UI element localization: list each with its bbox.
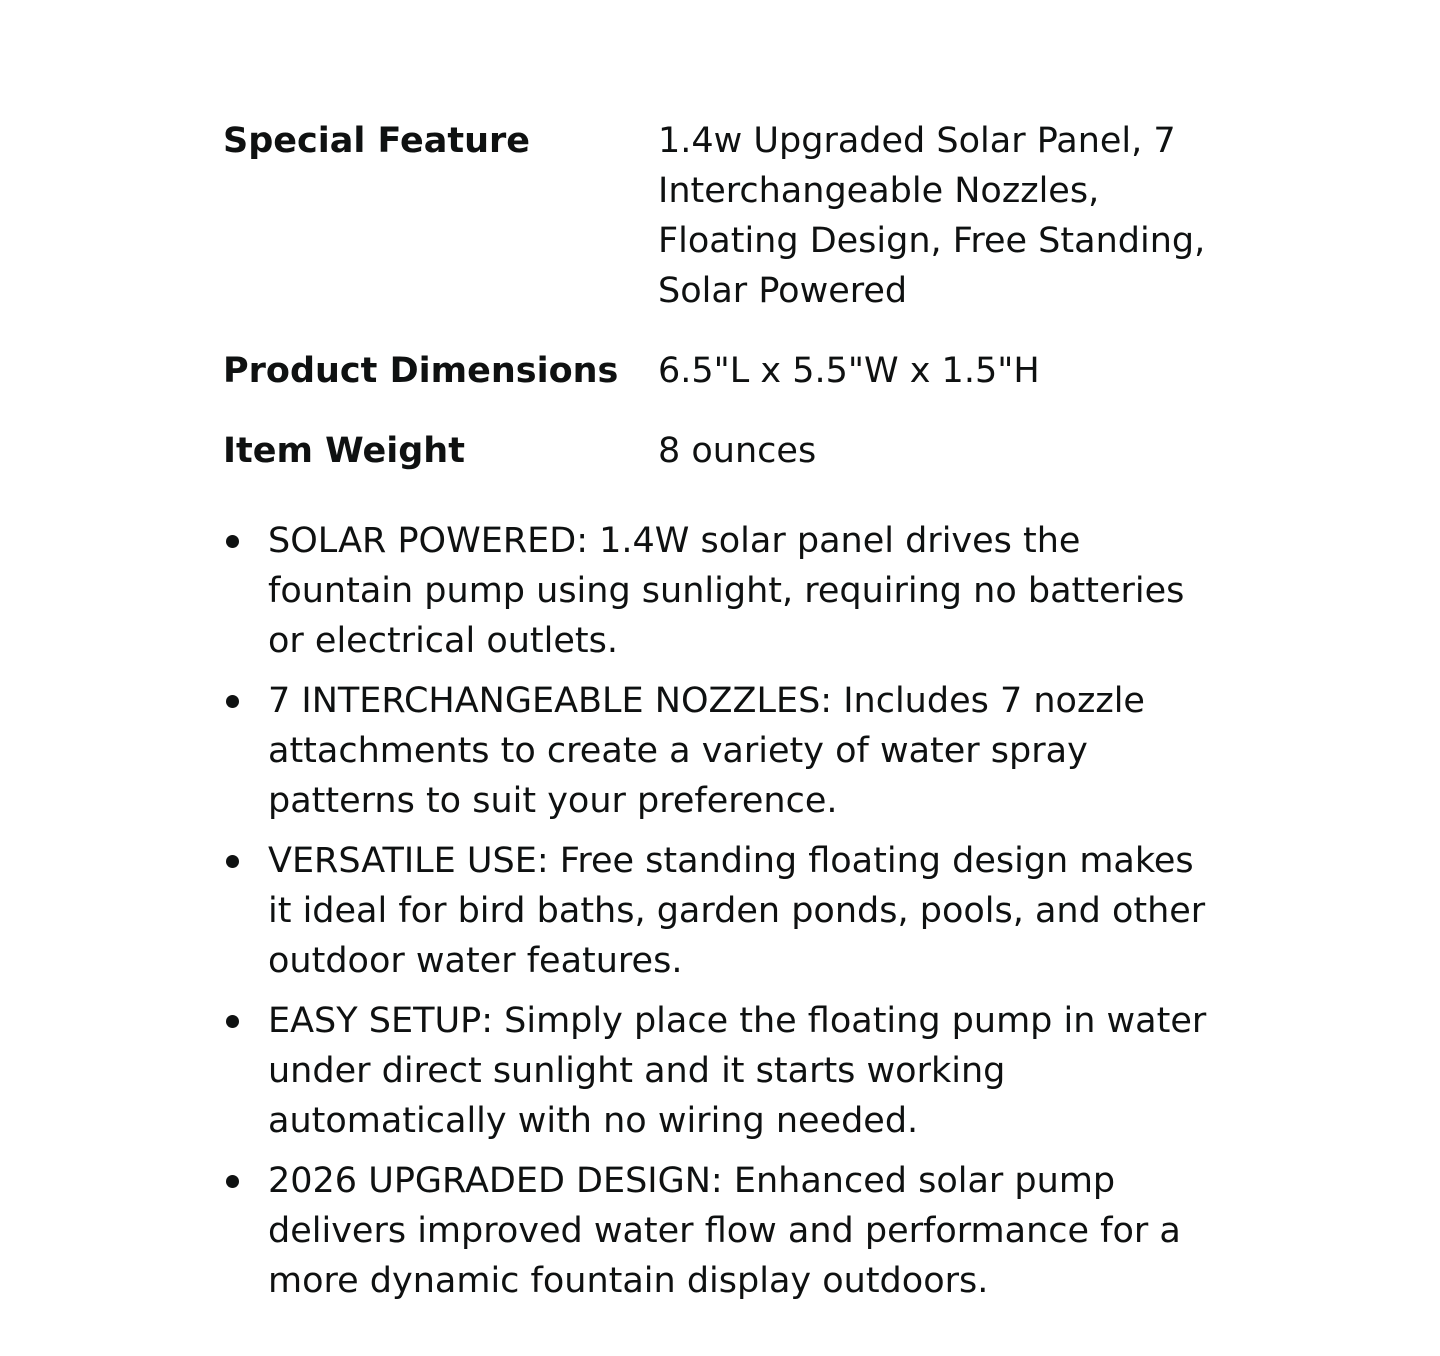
feature-bullet-text: VERSATILE USE: Free standing floating design makes it ideal for bird baths, garden ponds, pools, and other outdoor water features.	[268, 841, 1206, 981]
spec-table	[223, 116, 1218, 476]
spec-label: Product Dimensions	[223, 351, 619, 391]
bullet-dot-icon	[226, 535, 239, 548]
feature-bullet	[223, 676, 1223, 826]
spec-value: 1.4w Upgraded Solar Panel, 7 Interchangeable Nozzles, Floating Design, Free Standing, Solar Powered	[658, 121, 1206, 311]
feature-bullet	[223, 516, 1223, 666]
spec-label: Item Weight	[223, 431, 465, 471]
spec-row-special-feature	[223, 116, 1218, 316]
feature-bullet	[223, 836, 1223, 986]
feature-bullet-list	[223, 516, 1223, 1306]
bullet-dot-icon	[226, 855, 239, 868]
spec-label: Special Feature	[223, 121, 531, 161]
feature-bullet	[223, 1156, 1223, 1306]
feature-bullet-text: 7 INTERCHANGEABLE NOZZLES: Includes 7 nozzle attachments to create a variety of water spray patterns to suit your preference.	[268, 681, 1145, 821]
product-details	[223, 116, 1223, 1316]
spec-row-item-weight	[223, 396, 1218, 476]
feature-bullet-text: SOLAR POWERED: 1.4W solar panel drives the fountain pump using sunlight, requiring no batteries or electrical outlets.	[268, 521, 1185, 661]
feature-bullet	[223, 996, 1223, 1146]
feature-bullet-text: EASY SETUP: Simply place the floating pump in water under direct sunlight and it starts working automatically with no wiring needed.	[268, 1001, 1207, 1141]
spec-row-product-dimensions	[223, 316, 1218, 396]
feature-bullet-text: 2026 UPGRADED DESIGN: Enhanced solar pump delivers improved water flow and performance for a more dynamic fountain display outdoors.	[268, 1161, 1181, 1301]
bullet-dot-icon	[226, 1175, 239, 1188]
spec-value: 6.5"L x 5.5"W x 1.5"H	[658, 351, 1040, 391]
spec-value: 8 ounces	[658, 431, 817, 471]
bullet-dot-icon	[226, 1015, 239, 1028]
bullet-dot-icon	[226, 695, 239, 708]
